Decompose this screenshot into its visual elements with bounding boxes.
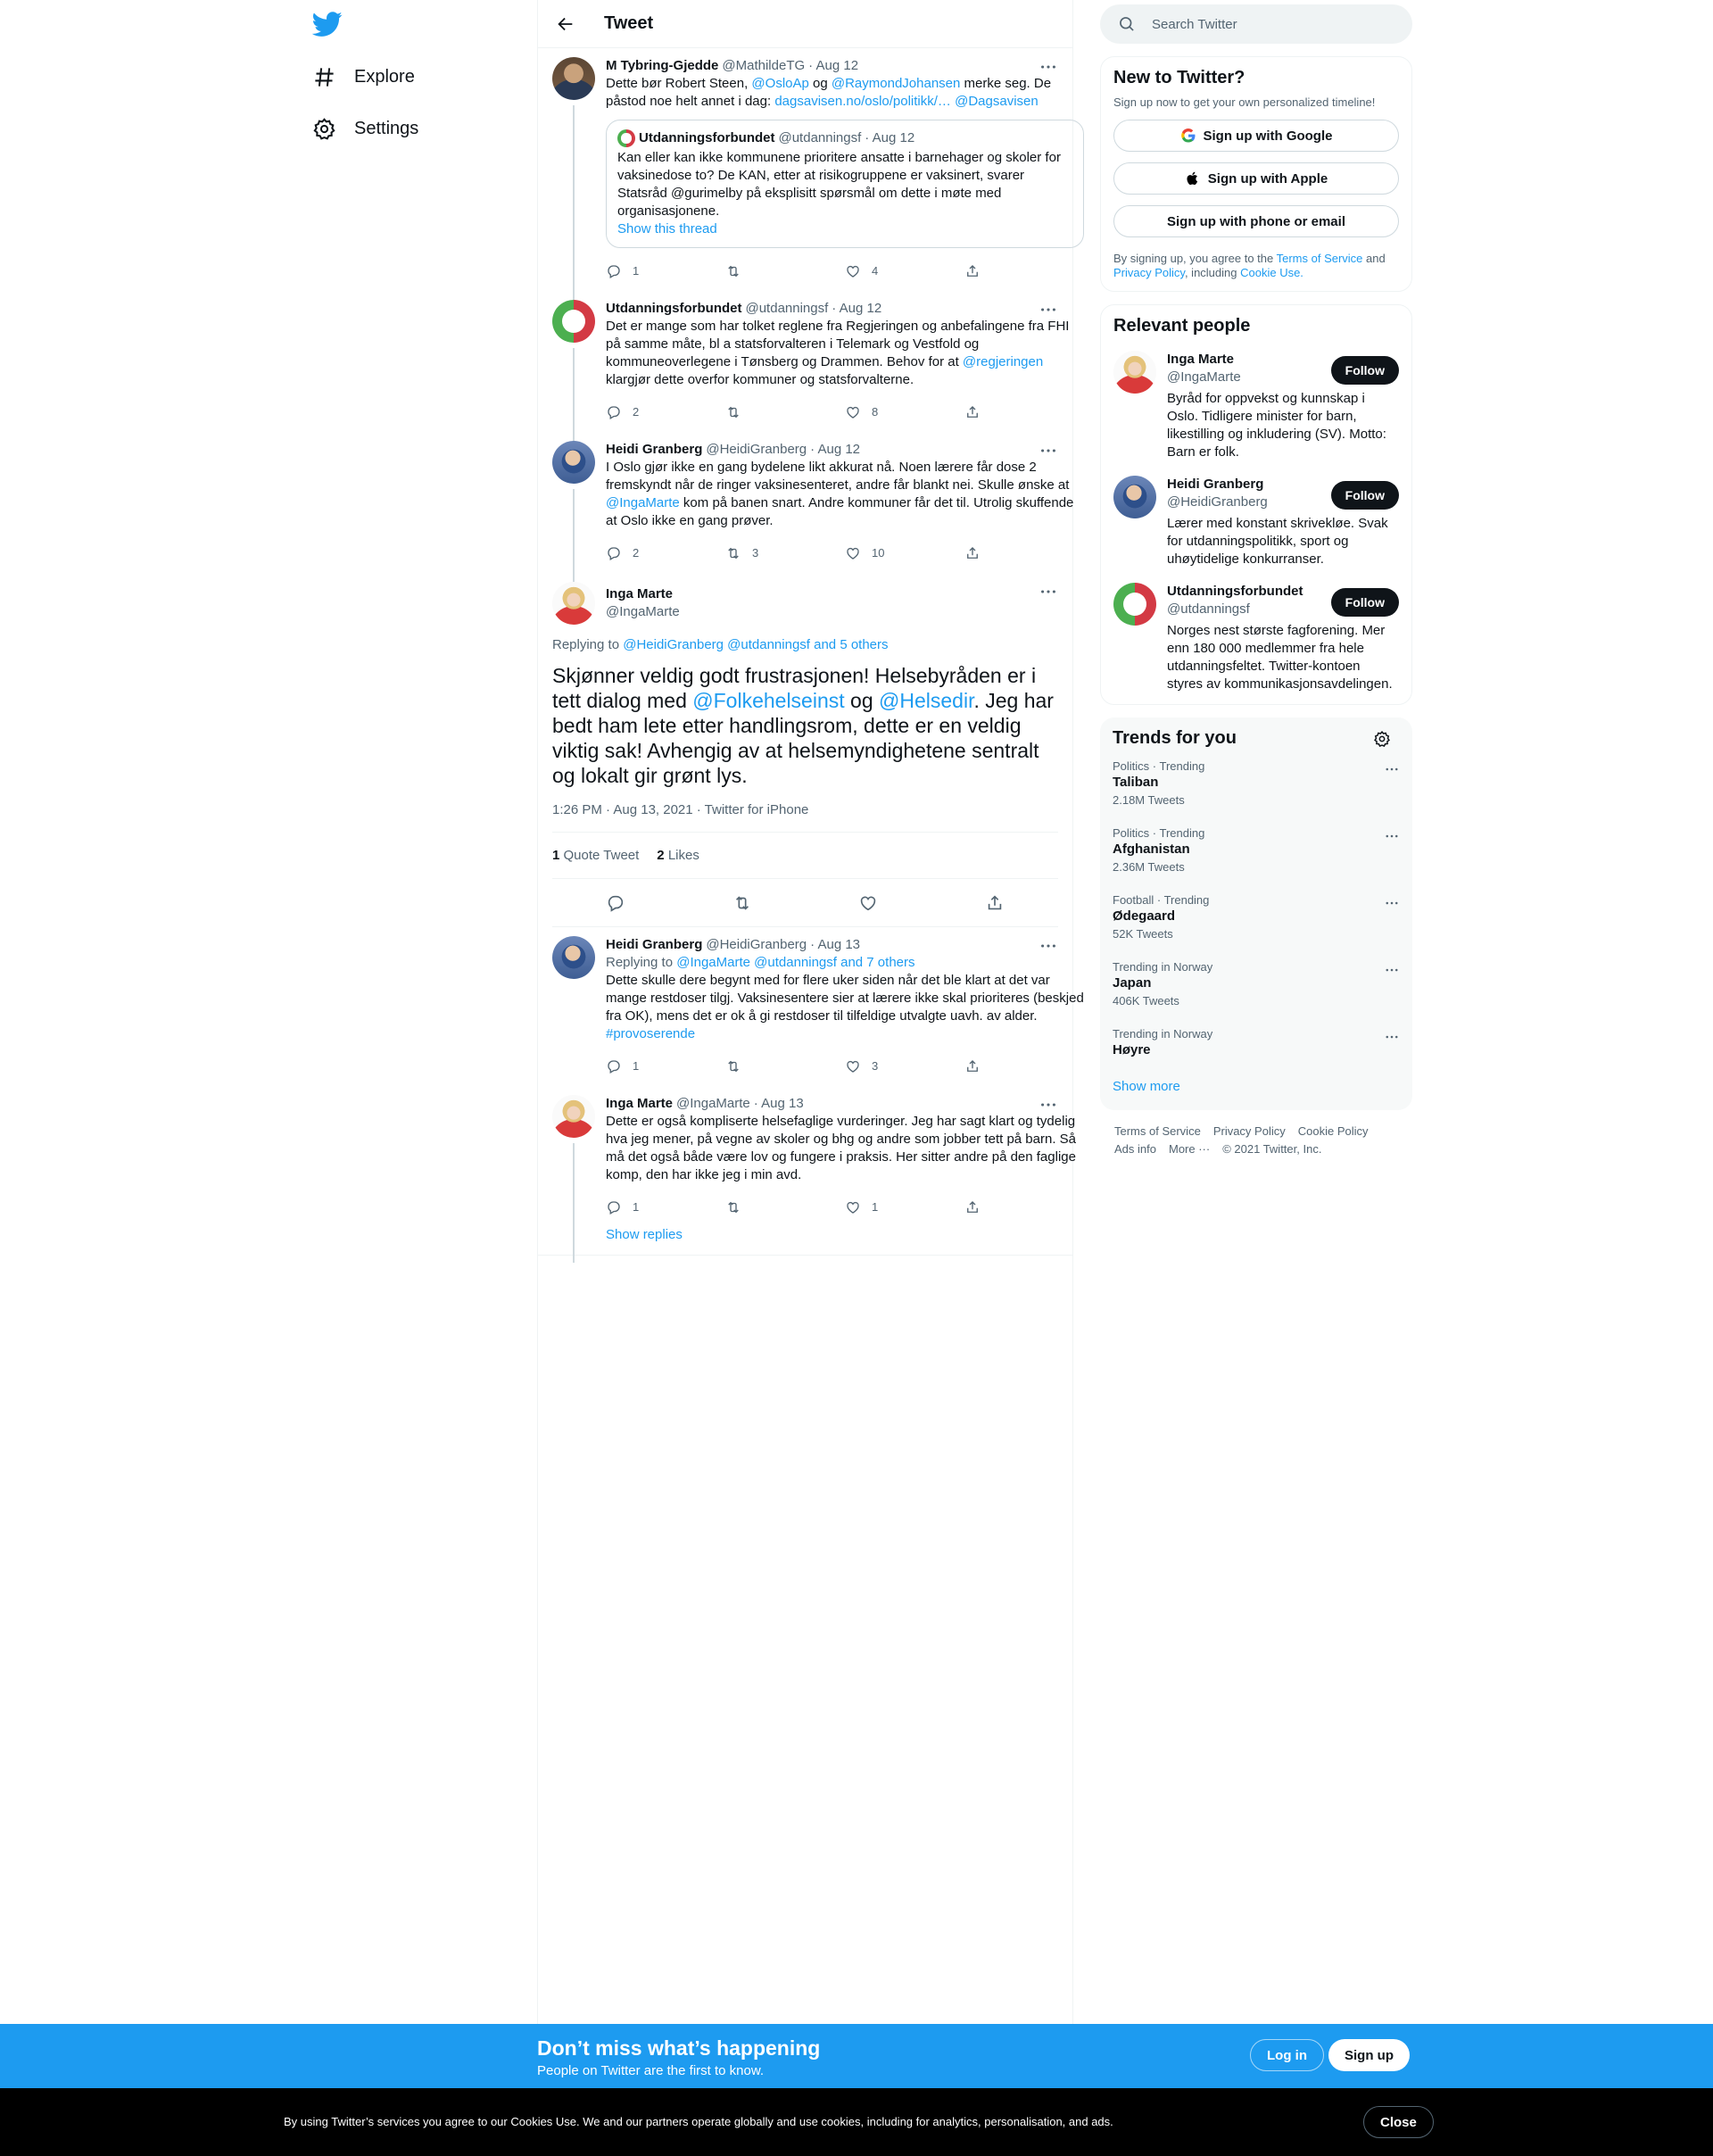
- new-to-twitter-subtitle: Sign up now to get your own personalized timeline!: [1113, 95, 1376, 109]
- more-options-icon[interactable]: [1039, 57, 1058, 77]
- avatar[interactable]: [552, 582, 595, 625]
- tweet-actions: [606, 252, 1084, 291]
- privacy-link[interactable]: Privacy Policy: [1113, 266, 1185, 279]
- reply-icon[interactable]: [606, 893, 625, 913]
- mention-link[interactable]: @regjeringen: [962, 354, 1044, 369]
- tweet-actions: [606, 393, 1084, 432]
- reply-icon: [606, 545, 622, 561]
- more-options-icon[interactable]: [1039, 300, 1058, 319]
- heart-icon: [845, 263, 861, 279]
- more-options-icon[interactable]: [1384, 895, 1400, 911]
- heart-icon[interactable]: [858, 893, 878, 913]
- footer-more-link[interactable]: More ···: [1168, 1142, 1211, 1156]
- replying-to-links[interactable]: @IngaMarte @utdanningsf and 7 others: [676, 955, 915, 970]
- new-to-twitter-title: New to Twitter?: [1113, 68, 1245, 87]
- tweet-date[interactable]: · Aug 12: [810, 442, 861, 457]
- author-handle[interactable]: @HeidiGranberg: [706, 442, 807, 457]
- quote-text: Kan eller kan ikke kommunene prioritere ansatte i barnehager og skoler for vaksinedose to? De KAN, etter at risikogruppene er vaksinert, svarer Statsråd @gurimelby på eksplisitt spørsmål om dette i møte med organisasjonene.: [617, 150, 1061, 219]
- share-button[interactable]: [964, 404, 1084, 420]
- like-button[interactable]: 1: [845, 1198, 964, 1216]
- show-replies-link[interactable]: Show replies: [538, 1227, 1072, 1256]
- gear-icon: [312, 117, 336, 141]
- more-options-icon[interactable]: [1384, 962, 1400, 978]
- tweet-actions: [606, 1047, 1084, 1086]
- signup-apple-button[interactable]: Sign up with Apple: [1113, 162, 1399, 195]
- trend-category: Politics · Trending: [1113, 759, 1205, 773]
- page-title: Tweet: [604, 13, 654, 33]
- mention-link[interactable]: @OsloAp: [751, 76, 809, 91]
- trend-count: 52K Tweets: [1113, 927, 1173, 941]
- follow-button[interactable]: Follow: [1331, 481, 1399, 510]
- reply-tweet[interactable]: [538, 927, 1084, 1086]
- person-name[interactable]: Utdanningsforbundet: [1167, 584, 1303, 599]
- author-handle[interactable]: @MathildeTG: [722, 58, 806, 73]
- retweet-button[interactable]: [725, 1199, 845, 1215]
- thread-tweet[interactable]: [538, 291, 1072, 432]
- like-button[interactable]: 4: [845, 262, 964, 280]
- signup-terms: By signing up, you agree to the Terms of Service and Privacy Policy, including Cookie Use.: [1113, 252, 1386, 279]
- tweet-text: Dette bør Robert Steen, @OsloAp og @RaymondJohansen merke seg. De påstod noe helt annet i dag: dagsavisen.no/oslo/politikk/… @Dagsavisen: [606, 76, 1052, 109]
- trend-item[interactable]: [1113, 949, 1400, 1016]
- trend-name: Taliban: [1113, 775, 1159, 790]
- retweet-icon: [725, 263, 741, 279]
- trends-title: Trends for you: [1113, 728, 1237, 748]
- share-button[interactable]: [964, 263, 1084, 279]
- author-name[interactable]: Utdanningsforbundet: [606, 301, 742, 316]
- person-name[interactable]: Inga Marte: [1167, 352, 1235, 367]
- search-input[interactable]: Search Twitter: [1152, 16, 1237, 32]
- avatar[interactable]: [552, 936, 595, 979]
- twitter-logo-icon[interactable]: [312, 9, 343, 39]
- thread-line: [573, 105, 575, 302]
- person-handle[interactable]: @utdanningsf: [1167, 601, 1250, 617]
- tweet-actions: [606, 1188, 1084, 1227]
- avatar[interactable]: [1113, 583, 1156, 626]
- retweet-button[interactable]: [725, 404, 845, 420]
- reply-icon: [606, 404, 622, 420]
- trend-category: Football · Trending: [1113, 893, 1210, 907]
- trend-name: Ødegaard: [1113, 908, 1176, 924]
- trends-card: [1100, 717, 1412, 1110]
- signup-google-button[interactable]: Sign up with Google: [1113, 120, 1399, 152]
- person-bio: Byråd for oppvekst og kunnskap i Oslo. Tidligere minister for barn, likestilling og inkludering (SV). Motto: Barn er folk.: [1167, 391, 1386, 460]
- hashtag-link[interactable]: #provoserende: [606, 1026, 696, 1041]
- footer: [1100, 1110, 1412, 1171]
- share-button[interactable]: [964, 1058, 1084, 1074]
- reply-icon: [606, 1058, 622, 1074]
- thread-line: [573, 489, 575, 584]
- relevant-people-title: Relevant people: [1113, 316, 1251, 336]
- trend-count: 2.18M Tweets: [1113, 793, 1185, 807]
- trend-count: 406K Tweets: [1113, 994, 1179, 1008]
- share-icon: [964, 545, 981, 561]
- likes-link[interactable]: 2 Likes: [657, 848, 699, 863]
- tweet-stats: [552, 833, 1058, 879]
- person-handle[interactable]: @HeidiGranberg: [1167, 494, 1268, 510]
- reply-button[interactable]: 1: [606, 1057, 725, 1075]
- avatar[interactable]: [552, 300, 595, 343]
- new-to-twitter-card: [1100, 56, 1412, 292]
- share-button[interactable]: [964, 1199, 1084, 1215]
- follow-button[interactable]: Follow: [1331, 356, 1399, 385]
- author-handle[interactable]: @HeidiGranberg: [706, 937, 807, 952]
- person-item[interactable]: [1113, 583, 1399, 693]
- nav-explore-label: Explore: [354, 66, 415, 87]
- google-icon: [1180, 128, 1196, 144]
- more-options-icon[interactable]: [1384, 828, 1400, 844]
- search-icon: [1118, 15, 1136, 33]
- tweet-timestamp[interactable]: 1:26 PM · Aug 13, 2021 · Twitter for iPhone: [552, 802, 1058, 833]
- focused-tweet: [538, 573, 1072, 927]
- author-handle[interactable]: @IngaMarte: [606, 604, 680, 619]
- person-bio: Norges nest største fagforening. Mer enn 180 000 medlemmer fra hele utdanningsfeltet. Twitter-kontoen styres av kommunikasjonsavdelingen.: [1167, 623, 1393, 692]
- cookie-close-button[interactable]: Close: [1363, 2106, 1434, 2138]
- main-column: [537, 0, 1084, 2024]
- trend-category: Politics · Trending: [1113, 826, 1205, 840]
- trend-name: Høyre: [1113, 1042, 1151, 1057]
- mention-link[interactable]: @Folkehelseinst: [692, 689, 845, 712]
- share-button[interactable]: [964, 545, 1084, 561]
- retweet-icon[interactable]: [732, 893, 752, 913]
- replying-to-links[interactable]: @HeidiGranberg @utdanningsf and 5 others: [623, 637, 889, 652]
- footer-cookie-link[interactable]: Cookie Policy: [1297, 1124, 1369, 1138]
- footer-ads-link[interactable]: Ads info: [1114, 1142, 1156, 1156]
- footer-copyright: © 2021 Twitter, Inc.: [1222, 1142, 1322, 1156]
- author-handle[interactable]: @IngaMarte: [676, 1096, 750, 1111]
- author-name[interactable]: Inga Marte: [606, 586, 674, 601]
- gear-icon[interactable]: [1373, 730, 1391, 748]
- reply-icon: [606, 263, 622, 279]
- mention-link[interactable]: @Helsedir: [879, 689, 974, 712]
- retweet-icon: [725, 1058, 741, 1074]
- signup-banner-headline: Don’t miss what’s happening: [537, 2036, 821, 2060]
- author-name[interactable]: Inga Marte: [606, 1096, 674, 1111]
- trend-item[interactable]: [1113, 816, 1400, 883]
- mention-link[interactable]: @IngaMarte: [606, 495, 680, 510]
- retweet-icon: [725, 404, 741, 420]
- trend-name: Afghanistan: [1113, 842, 1190, 857]
- quote-author-handle: @utdanningsf: [778, 130, 862, 145]
- avatar[interactable]: [552, 57, 595, 100]
- mention-link[interactable]: @Dagsavisen: [955, 94, 1039, 109]
- nav-explore[interactable]: [312, 59, 415, 95]
- more-options-icon[interactable]: [1039, 936, 1058, 956]
- tweet-date[interactable]: · Aug 13: [810, 937, 861, 952]
- terms-link[interactable]: Terms of Service: [1276, 252, 1363, 265]
- tweet-date[interactable]: · Aug 13: [753, 1096, 804, 1111]
- tweet-text: Skjønner veldig godt frustrasjonen! Helsebyråden er i tett dialog med @Folkehelseinst og @Helsedir. Jeg har bedt ham lete etter handlingsrom, dette er en veldig viktig sak! Avhengig av at helsemyndighetene sentralt og lokalt gir grønt lys.: [552, 664, 1054, 787]
- more-options-icon[interactable]: [1039, 582, 1058, 601]
- nav-settings[interactable]: [312, 111, 418, 146]
- back-arrow-icon[interactable]: [556, 14, 575, 34]
- more-options-icon[interactable]: [1039, 1095, 1058, 1115]
- hashtag-icon: [312, 65, 336, 89]
- trend-count: 2.36M Tweets: [1113, 860, 1185, 874]
- focused-tweet-actions: [552, 879, 1058, 927]
- cookie-banner: [0, 2088, 1713, 2156]
- person-item[interactable]: [1113, 476, 1399, 568]
- like-button[interactable]: 8: [845, 403, 964, 421]
- search-bar[interactable]: [1100, 4, 1412, 44]
- retweet-button[interactable]: 3: [725, 544, 845, 562]
- heart-icon: [845, 1058, 861, 1074]
- apple-icon: [1185, 170, 1201, 187]
- replying-to: Replying to @IngaMarte @utdanningsf and 7 others: [606, 955, 915, 970]
- quote-date: · Aug 12: [865, 130, 915, 145]
- reply-button[interactable]: 2: [606, 403, 725, 421]
- signup-button[interactable]: Sign up: [1328, 2039, 1410, 2071]
- reply-button[interactable]: 2: [606, 544, 725, 562]
- footer-privacy-link[interactable]: Privacy Policy: [1212, 1124, 1286, 1138]
- author-name[interactable]: M Tybring-Gjedde: [606, 58, 719, 73]
- avatar[interactable]: [552, 441, 595, 484]
- show-thread-link[interactable]: Show this thread: [617, 221, 717, 236]
- avatar[interactable]: [1113, 476, 1156, 518]
- replying-to: Replying to @HeidiGranberg @utdanningsf and 5 others: [552, 637, 889, 652]
- reply-tweet[interactable]: [538, 1086, 1077, 1227]
- more-options-icon[interactable]: [1384, 761, 1400, 777]
- tweet-text: Dette skulle dere begynt med for flere uker siden når det ble klart at det var mange restdoser tilgj. Vaksinesentere sier at lærere ikke skal prioriteres (beskjed fra OK), mens det er ok å gi restdoser til tilfeldige utvalgte uavh. av alder. #provoserende: [606, 973, 1084, 1041]
- author-name[interactable]: Heidi Granberg: [606, 937, 703, 952]
- login-button[interactable]: Log in: [1250, 2039, 1324, 2071]
- like-button[interactable]: 10: [845, 544, 964, 562]
- retweet-button[interactable]: [725, 1058, 845, 1074]
- footer-terms-link[interactable]: Terms of Service: [1114, 1124, 1201, 1138]
- trend-category: Trending in Norway: [1113, 960, 1213, 974]
- like-button[interactable]: 3: [845, 1057, 964, 1075]
- trend-item[interactable]: [1113, 1016, 1400, 1066]
- signup-banner-subtext: People on Twitter are the first to know.: [537, 2063, 765, 2078]
- person-bio: Lærer med konstant skrivekløe. Svak for utdanningspolitikk, sport og uhøytidelige konkurranser.: [1167, 516, 1388, 567]
- person-name[interactable]: Heidi Granberg: [1167, 477, 1264, 492]
- trend-category: Trending in Norway: [1113, 1027, 1213, 1041]
- tweet-date[interactable]: · Aug 12: [808, 58, 859, 73]
- trend-item[interactable]: [1113, 749, 1400, 816]
- more-options-icon[interactable]: [1039, 441, 1058, 460]
- right-sidebar: [1100, 0, 1412, 1171]
- nav-settings-label: Settings: [354, 118, 419, 138]
- quoted-tweet[interactable]: [606, 120, 1084, 248]
- trend-item[interactable]: [1113, 883, 1400, 949]
- author-name[interactable]: Heidi Granberg: [606, 442, 703, 457]
- heart-icon: [845, 545, 861, 561]
- reply-button[interactable]: 1: [606, 262, 725, 280]
- relevant-people-card: [1100, 304, 1412, 705]
- heart-icon: [845, 1199, 861, 1215]
- quote-author-name: Utdanningsforbundet: [639, 130, 775, 145]
- cookie-banner-text: By using Twitter’s services you agree to our Cookies Use. We and our partners operate globally and use cookies, including for analytics, personalisation, and ads.: [284, 2115, 1113, 2128]
- share-icon: [964, 263, 981, 279]
- avatar[interactable]: [552, 1095, 595, 1138]
- quote-tweets-link[interactable]: 1 Quote Tweet: [552, 848, 640, 863]
- quote-avatar: [617, 129, 635, 147]
- author-handle[interactable]: @utdanningsf: [745, 301, 829, 316]
- share-icon: [964, 1058, 981, 1074]
- retweet-icon: [725, 545, 741, 561]
- thread-tweet[interactable]: [538, 432, 1072, 573]
- follow-button[interactable]: Follow: [1331, 588, 1399, 617]
- share-icon[interactable]: [985, 893, 1005, 913]
- tweet-header: [538, 0, 1072, 48]
- avatar[interactable]: [1113, 351, 1156, 394]
- retweet-icon: [725, 1199, 741, 1215]
- thread-line: [573, 1143, 575, 1263]
- signup-banner: [0, 2024, 1713, 2088]
- reply-icon: [606, 1199, 622, 1215]
- tweet-text: Det er mange som har tolket reglene fra Regjeringen og anbefalingene fra FHI på samme måte, bl a statsforvalteren i Telemark og Vestfold og kommuneoverlegene i Tønsberg og Drammen. Behov for at @regjeringen klargjør dette overfor kommuner og statsforvalterne.: [606, 319, 1070, 387]
- thread-line: [573, 348, 575, 443]
- trend-name: Japan: [1113, 975, 1152, 991]
- signup-phone-button[interactable]: Sign up with phone or email: [1113, 205, 1399, 237]
- person-handle[interactable]: @IngaMarte: [1167, 369, 1241, 385]
- share-icon: [964, 404, 981, 420]
- share-icon: [964, 1199, 981, 1215]
- tweet-date[interactable]: · Aug 12: [832, 301, 882, 316]
- thread-tweet[interactable]: [538, 48, 1072, 291]
- cookie-link[interactable]: Cookie Use.: [1240, 266, 1303, 279]
- heart-icon: [845, 404, 861, 420]
- mention-link[interactable]: @RaymondJohansen: [831, 76, 961, 91]
- more-options-icon[interactable]: [1384, 1029, 1400, 1045]
- show-more-link[interactable]: Show more: [1113, 1079, 1180, 1094]
- tweet-actions: [606, 534, 1084, 573]
- url-link[interactable]: dagsavisen.no/oslo/politikk/…: [774, 94, 951, 109]
- reply-button[interactable]: 1: [606, 1198, 725, 1216]
- person-item[interactable]: [1113, 351, 1399, 461]
- tweet-text: I Oslo gjør ikke en gang bydelene likt akkurat nå. Noen lærere får dose 2 fremskyndt når de ringer vaksinesenteret, andre får blankt nei. Skulle ønske at @IngaMarte kom på banen snart. Andre kommuner får det til. Utrolig skuffende at Oslo ikke en gang prøver.: [606, 460, 1074, 528]
- tweet-text: Dette er også kompliserte helsefaglige vurderinger. Jeg har sagt klart og tydelig hva jeg mener, på vegne av skoler og bhg og andre som jobber tett på barn. Så må det også både være lov og fungere i praksis. Her sitter andre på den faglige komp, den har ikke jeg i min avd.: [606, 1114, 1077, 1182]
- retweet-button[interactable]: [725, 263, 845, 279]
